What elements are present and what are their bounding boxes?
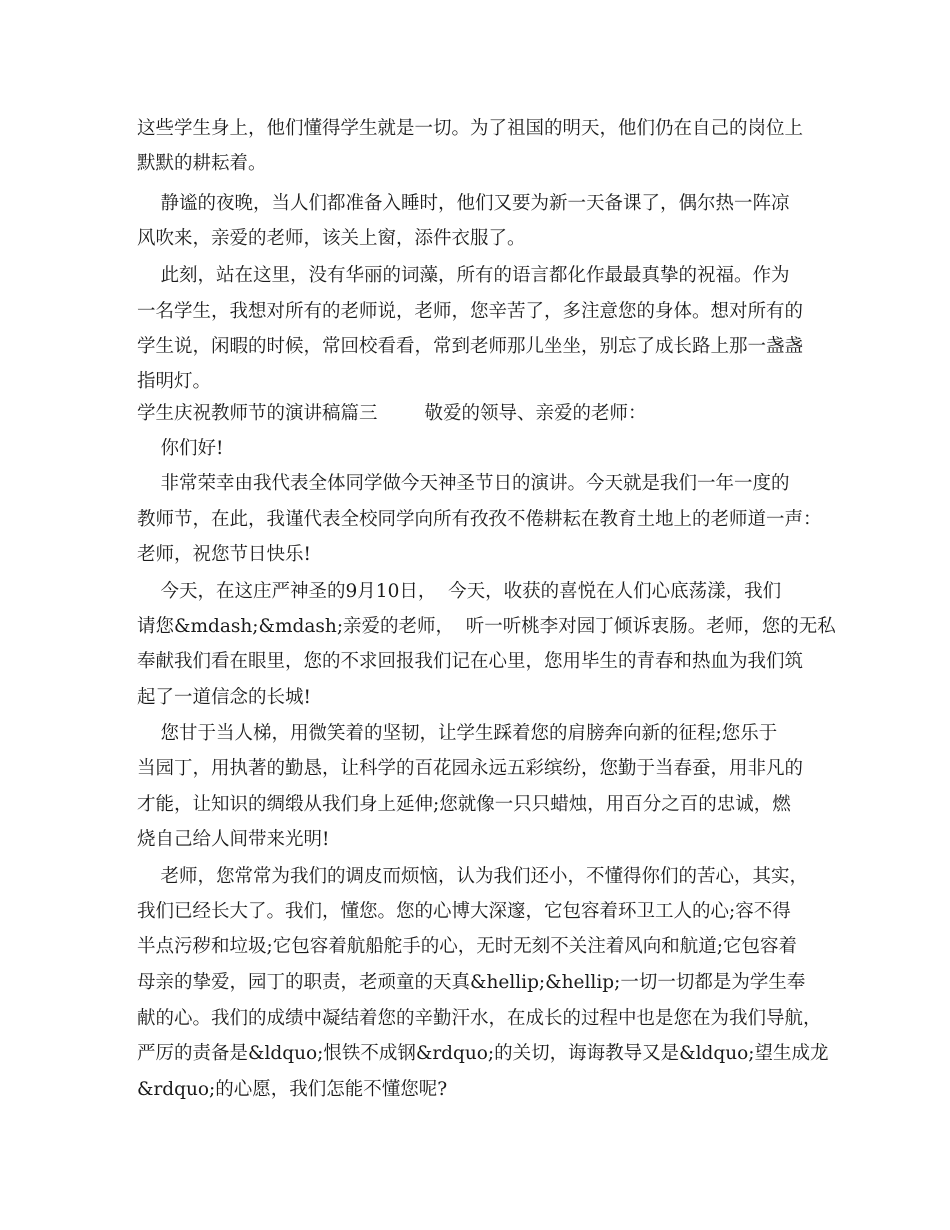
text-line: 风吹来，亲爱的老师，该关上窗，添件衣服了。 [137, 228, 526, 249]
text-line: 我们已经长大了。我们，懂您。您的心博大深邃，它包容着环卫工人的心;容不得 [137, 901, 791, 922]
text-line: &rdquo;的心愿，我们怎能不懂您呢? [137, 1079, 448, 1100]
text-line: 母亲的挚爱，园丁的职责，老顽童的天真&hellip;&hellip;一切一切都是为学生奉 [137, 972, 806, 993]
text-line: 老师，您常常为我们的调皮而烦恼，认为我们还小，不懂得你们的苦心，其实， [137, 866, 809, 887]
text-line: 献的心。我们的成绩中凝结着您的辛勤汗水，在成长的过程中也是您在为我们导航， [137, 1008, 822, 1029]
text-line: 你们好! [137, 438, 224, 459]
text-line: 学生说，闲暇的时候，常回校看看，常到老师那儿坐坐，别忘了成长路上那一盏盏 [137, 336, 804, 357]
text-line: 一名学生，我想对所有的老师说，老师，您辛苦了，多注意您的身体。想对所有的 [137, 301, 804, 322]
text-line: 当园丁，用执著的勤恳，让科学的百花园永远五彩缤纷，您勤于当春蚕，用非凡的 [137, 758, 804, 779]
text-line: 默默的耕耘着。 [137, 153, 267, 174]
text-line: 静谧的夜晚，当人们都准备入睡时，他们又要为新一天备课了，偶尔热一阵凉 [137, 193, 790, 214]
text-line: 指明灯。 [137, 371, 212, 392]
text-line: 才能，让知识的绸缎从我们身上延伸;您就像一只只蜡烛，用百分之百的忠诚，燃 [137, 794, 791, 815]
text-line: 教师节，在此，我谨代表全校同学向所有孜孜不倦耕耘在教育土地上的老师道一声： [137, 509, 822, 530]
section-heading: 学生庆祝教师节的演讲稿篇三 敬爱的领导、亲爱的老师： [137, 403, 647, 424]
text-line: 此刻，站在这里，没有华丽的词藻，所有的语言都化作最最真挚的祝福。作为 [137, 265, 790, 286]
text-line: 奉献我们看在眼里，您的不求回报我们记在心里，您用毕生的青春和热血为我们筑 [137, 651, 804, 672]
text-line: 起了一道信念的长城! [137, 687, 311, 708]
text-line: 请您&mdash;&mdash;亲爱的老师， 听一听桃李对园丁倾诉衷肠。老师，您的无私 [137, 616, 836, 637]
text-line: 您甘于当人梯，用微笑着的坚韧，让学生踩着您的肩膀奔向新的征程;您乐于 [137, 723, 778, 744]
text-line: 这些学生身上，他们懂得学生就是一切。为了祖国的明天，他们仍在自己的岗位上 [137, 118, 804, 139]
text-line: 严厉的责备是&ldquo;恨铁不成钢&rdquo;的关切，诲诲教导又是&ldquo;望生成龙 [137, 1043, 829, 1064]
text-line: 今天，在这庄严神圣的9月10日， 今天，收获的喜悦在人们心底荡漾，我们 [137, 581, 782, 602]
text-line: 非常荣幸由我代表全体同学做今天神圣节日的演讲。今天就是我们一年一度的 [137, 473, 790, 494]
text-line: 烧自己给人间带来光明! [137, 829, 330, 850]
text-line: 半点污秽和垃圾;它包容着航船舵手的心，无时无刻不关注着风向和航道;它包容着 [137, 936, 797, 957]
text-line: 老师，祝您节日快乐! [137, 544, 311, 565]
